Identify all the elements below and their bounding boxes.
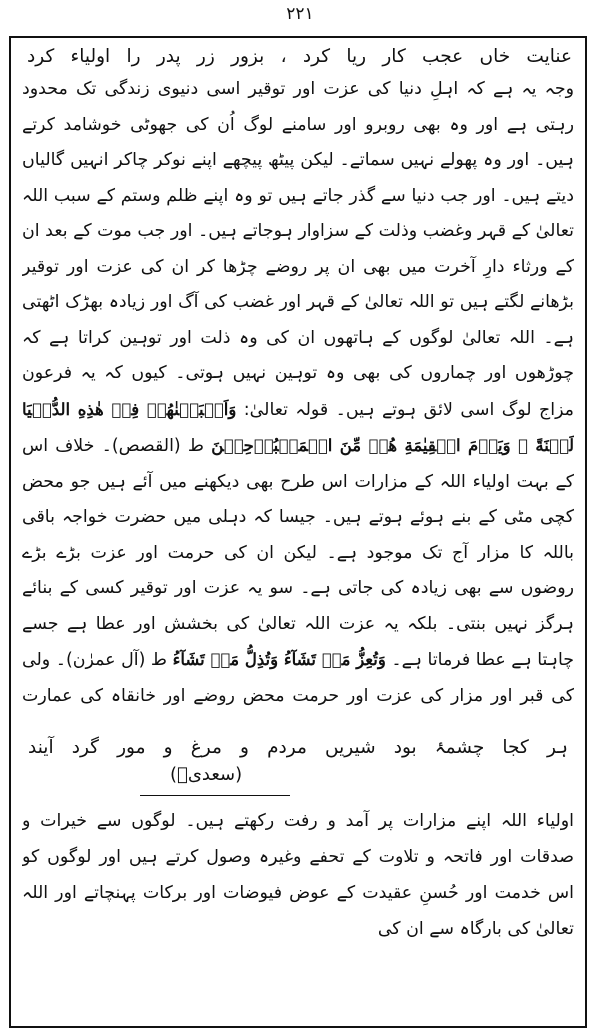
paragraph-1	[22, 72, 574, 712]
persian-verse-bottom: ہر کجا چشمۂ بود شیریں مردم و مرغ و مور گرد آیند	[28, 737, 568, 758]
quran-ayah-2: وَتُعِزُّ مَنۡ تَشَآءُ وَتُذِلُّ مَنۡ تَشَآءُ	[172, 650, 386, 669]
paragraph-2: اولیاء اللہ اپنے مزارات پر آمد و رفت رکھتے ہیں۔ لوگوں سے خیرات و صدقات اور فاتحہ و تلاوت کے تحفے وغیرہ وصول کرتے ہیں اور لوگوں کو اس خدمت اور حُسنِ عقیدت کے عوض فیوضات اور برکات پہنچاتے اور اللہ تعالیٰ کی بارگاہ سے ان کی	[22, 811, 574, 939]
paragraph-1-continuation: ۔ خلاف اس کے بہت اولیاء اللہ کے مزارات اس طرح بھی دیکھنے میں آئے ہیں جو محض کچی مٹی کے بنے ہوئے ہوتے ہیں۔ جیسا کہ دہلی میں حضرت خواجہ باقی باللہ کا مزار آج تک موجود ہے۔ لیکن ان کی حرمت اور عزت بڑے بڑے روضوں سے بھی زیادہ کی جاتی ہے۔ سو یہ عزت اور توقیر کسی کے بنائے ہرگز نہیں بنتی۔ بلکہ یہ عزت اللہ تعالیٰ کی بخشش اور عطا ہے جسے چاہتا ہے عطا فرماتا ہے۔	[22, 436, 574, 670]
paragraph-1-text: وجہ یہ ہے کہ اہلِ دنیا کی عزت اور توقیر اسی دنیوی زندگی تک محدود رہتی ہے اور وہ بھی روبرو اور سامنے لوگ اُن کی جھوٹی خوشامد کرتے ہیں۔ اور وہ پھولے نہیں سماتے۔ لیکن پیٹھ پیچھے اپنے نوکر چاکر انہیں گالیاں دیتے ہیں۔ اور جب دنیا سے گذر جاتے ہیں تو وہ اپنے ظلم وستم کے سبب اللہ تعالیٰ کے قہر وغضب وذلت کے سزاوار ہوجاتے ہیں۔ اور جب موت کے بعد ان کے ورثاء دارِ آخرت میں بھی ان پر روضے چڑھا کر ان کی عزت اور توقیر بڑھانے لگتے ہیں تو اللہ تعالیٰ کے قہر اور غضب کی آگ اور زیادہ بھڑک اٹھتی ہے۔ اللہ تعالیٰ لوگوں کے ہاتھوں ان کی وہ ذلت اور توہین کراتا ہے کہ چوڑھوں اور چماروں کی بھی وہ توہین نہیں ہوتی۔ کیوں کہ یہ فرعون مزاج لوگ اسی لائق ہوتے ہیں۔ قولہ تعالیٰ:	[22, 79, 574, 420]
verse-attribution: (سعدیؒ)	[170, 764, 243, 785]
paragraph-1-closing: ۔ ولی کی قبر اور مزار کی عزت اور حرمت محض روضے اور خانقاہ کی عمارت	[22, 650, 574, 706]
ayah-2-reference: ط (آل عمرٰن)	[65, 650, 168, 670]
persian-verse-top: عنایت خاں عجب کار ریا کرد ، بزور زر پدر را اولیاء کرد	[27, 46, 572, 67]
section-divider	[140, 795, 290, 796]
ayah-reference: ط (القصص)	[111, 436, 205, 456]
page-number: ۲۲۱	[286, 4, 314, 24]
quran-ayah: وَاَتۡبَعۡنٰهُمۡ فِیۡ هٰذِهِ الدُّنۡیَا لَعۡنَةً ۚ وَیَوۡمَ الۡقِیٰمَةِ هُمۡ مِّنَ الۡمَقۡبُوۡحِیۡنَ	[22, 399, 574, 455]
